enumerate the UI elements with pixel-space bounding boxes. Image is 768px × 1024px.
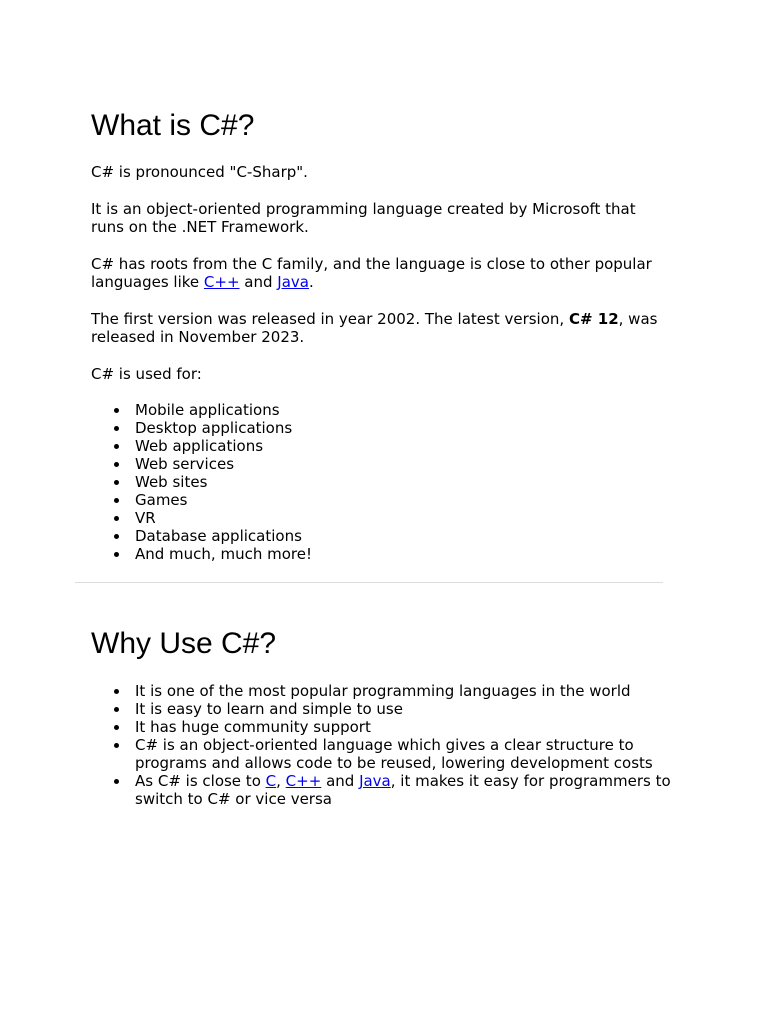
list-item-and: and	[321, 772, 360, 790]
list-item: Mobile applications	[135, 401, 671, 419]
list-item: VR	[135, 509, 671, 527]
list-item: It is easy to learn and simple to use	[135, 700, 671, 718]
paragraph-versions-release: , was released in November 2023.	[91, 310, 658, 346]
list-item: It is one of the most popular programming languages in the world	[135, 682, 671, 700]
list-item-text: As C# is close to	[135, 772, 266, 790]
paragraph-versions	[91, 310, 671, 346]
link-c[interactable]: C	[265, 772, 277, 790]
link-cplusplus[interactable]: C++	[203, 273, 240, 291]
list-item: And much, much more!	[135, 545, 671, 563]
paragraph-versions-text: The first version was released in year 2002. The latest version,	[91, 310, 569, 328]
link-java[interactable]: Java	[277, 273, 309, 291]
reasons-list	[91, 682, 671, 808]
uses-list	[91, 401, 671, 563]
paragraph-pronunciation: C# is pronounced "C-Sharp".	[91, 163, 308, 181]
heading-why-use-csharp: Why Use C#?	[91, 627, 277, 660]
paragraph-roots-period: .	[308, 273, 314, 291]
list-item: It has huge community support	[135, 718, 671, 736]
heading-what-is-csharp: What is C#?	[91, 109, 255, 142]
paragraph-definition: It is an object-oriented programming language created by Microsoft that runs on the .NET Framework.	[91, 200, 636, 236]
section-divider	[75, 582, 663, 583]
list-item-comma: ,	[276, 772, 286, 790]
list-item: Web applications	[135, 437, 671, 455]
link-java[interactable]: Java	[359, 772, 391, 790]
section-what-is-csharp	[91, 108, 671, 563]
list-item: Database applications	[135, 527, 671, 545]
list-item: Web services	[135, 455, 671, 473]
paragraph-roots-and: and	[239, 273, 278, 291]
paragraph-roots	[91, 255, 671, 291]
list-item: C# is an object-oriented language which gives a clear structure to programs and allows code to be reused, lowering development costs	[135, 736, 671, 772]
section-why-use-csharp	[91, 626, 671, 808]
list-item-rest: , it makes it easy for programmers to switch to C# or vice versa	[135, 772, 671, 808]
list-item: Desktop applications	[135, 419, 671, 437]
list-item	[135, 772, 671, 808]
list-item: Games	[135, 491, 671, 509]
paragraph-roots-text: C# has roots from the C family, and the language is close to other popular languages like	[91, 255, 652, 291]
link-cplusplus[interactable]: C++	[285, 772, 322, 790]
list-item: Web sites	[135, 473, 671, 491]
latest-version-bold: C# 12	[568, 310, 619, 328]
paragraph-used-for: C# is used for:	[91, 365, 202, 383]
